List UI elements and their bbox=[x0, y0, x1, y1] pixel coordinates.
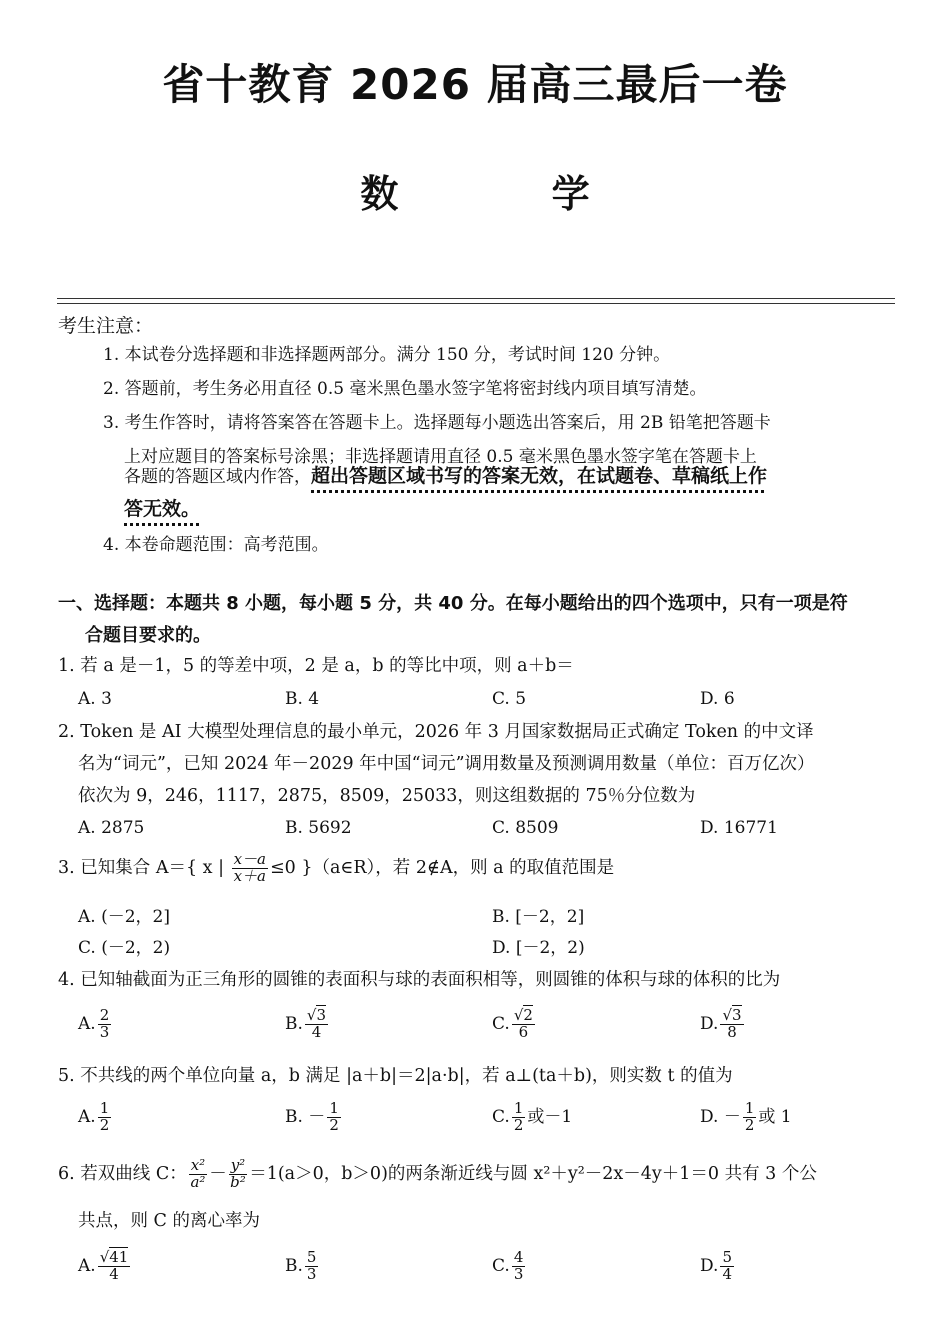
question-5-option-d-num: 1 bbox=[744, 1099, 755, 1118]
question-4-option-d bbox=[700, 1008, 900, 1041]
notice-item-1: 1. 本试卷分选择题和非选择题两部分。满分 150 分，考试时间 120 分钟。 bbox=[103, 345, 671, 365]
question-5-option-b-den: 2 bbox=[329, 1116, 339, 1134]
question-5-option-b bbox=[285, 1101, 485, 1134]
question-4-option-b bbox=[285, 1008, 485, 1041]
question-5-option-d-tail: 或 1 bbox=[758, 1107, 792, 1127]
question-4-option-c-fraction bbox=[512, 1008, 535, 1041]
question-5-option-c-fraction bbox=[512, 1101, 526, 1134]
question-6-frac2-den: b² bbox=[230, 1173, 246, 1191]
question-3-frac-num: x－a bbox=[233, 850, 266, 869]
question-4-option-a-num: 2 bbox=[99, 1006, 110, 1025]
question-6-frac1-num: x² bbox=[190, 1156, 206, 1175]
question-1-option-d: D. 6 bbox=[700, 689, 735, 709]
question-4-option-d-fraction bbox=[720, 1008, 743, 1041]
question-4-option-d-label: D. bbox=[700, 1014, 719, 1034]
notice-item-2: 2. 答题前，考生务必用直径 0.5 毫米黑色墨水签字笔将密封线内项目填写清楚。 bbox=[103, 379, 707, 399]
section-heading-line2: 合题目要求的。 bbox=[85, 625, 211, 646]
question-2-option-a: A. 2875 bbox=[78, 818, 145, 838]
question-4-option-c-label: C. bbox=[492, 1014, 510, 1034]
notice-item-3-cont: 上对应题目的答案标号涂黑；非选择题请用直径 0.5 毫米黑色墨水签字笔在答题卡上 bbox=[124, 447, 757, 467]
question-6-option-c bbox=[492, 1250, 692, 1283]
question-5-option-d-fraction bbox=[743, 1101, 757, 1134]
question-1-option-a: A. 3 bbox=[78, 689, 112, 709]
question-6-option-d-den: 4 bbox=[722, 1265, 732, 1283]
question-5-option-d bbox=[700, 1101, 900, 1134]
question-5-stem: 5. 不共线的两个单位向量 a，b 满足 |a＋b|＝2|a·b|，若 a⊥(ta＋b)，则实数 t 的值为 bbox=[58, 1066, 733, 1086]
question-6-option-b bbox=[285, 1250, 485, 1283]
section-heading-line1: 一、选择题：本题共 8 小题，每小题 5 分，共 40 分。在每小题给出的四个选项中，只有一项是符 bbox=[58, 593, 848, 614]
question-3-option-b: B. [－2，2] bbox=[492, 907, 585, 927]
question-2-option-c: C. 8509 bbox=[492, 818, 559, 838]
question-6-option-b-num: 5 bbox=[306, 1248, 317, 1267]
question-3-set-close: ≤0 } bbox=[269, 858, 313, 878]
question-3-frac-den: x＋a bbox=[233, 867, 266, 885]
notice-item-3: 3. 考生作答时，请将答案答在答题卡上。选择题每小题选出答案后，用 2B 铅笔把答题卡 bbox=[103, 413, 771, 433]
question-6-option-b-label: B. bbox=[285, 1256, 303, 1276]
question-6-minus: － bbox=[209, 1164, 227, 1184]
question-3-pre: 3. 已知集合 A＝ bbox=[58, 858, 186, 878]
question-3-fraction bbox=[232, 852, 268, 885]
notice-emphasis-2: 答无效。 bbox=[124, 498, 201, 520]
question-6-option-c-label: C. bbox=[492, 1256, 510, 1276]
section-heading bbox=[58, 588, 900, 652]
question-4-option-b-fraction bbox=[305, 1008, 328, 1041]
question-5-option-a-num: 1 bbox=[99, 1099, 110, 1118]
question-4-option-a-fraction bbox=[98, 1008, 112, 1041]
exam-title: 省十教育 2026 届高三最后一卷 bbox=[162, 60, 788, 109]
question-5-option-d-label: D. － bbox=[700, 1107, 741, 1127]
question-6-fraction-2 bbox=[229, 1158, 248, 1191]
question-2-option-d: D. 16771 bbox=[700, 818, 778, 838]
question-6-stem bbox=[58, 1158, 900, 1191]
question-5-option-b-label: B. － bbox=[285, 1107, 326, 1127]
question-6-option-d bbox=[700, 1250, 900, 1283]
notice-emphasis-line bbox=[124, 492, 919, 527]
question-5-option-b-num: 1 bbox=[329, 1099, 339, 1118]
question-4-option-b-label: B. bbox=[285, 1014, 303, 1034]
question-6-option-d-fraction bbox=[720, 1250, 734, 1283]
question-5-option-a-label: A. bbox=[78, 1107, 96, 1127]
question-4-option-a-den: 3 bbox=[99, 1023, 110, 1041]
question-2-line2: 名为“词元”，已知 2024 年－2029 年中国“词元”调用数量及预测调用数量（单位：百万亿次） bbox=[78, 754, 815, 774]
question-3-set-open: { x | bbox=[185, 858, 224, 878]
question-3-option-a: A. (－2，2] bbox=[78, 907, 170, 927]
question-4-option-c-radicand: 2 bbox=[523, 1006, 533, 1025]
question-3-stem bbox=[58, 852, 900, 885]
notice-item-4: 4. 本卷命题范围：高考范围。 bbox=[103, 535, 329, 555]
question-6-option-d-num: 5 bbox=[722, 1248, 732, 1267]
question-3-option-c: C. (－2，2) bbox=[78, 938, 171, 958]
question-3-option-d: D. [－2，2) bbox=[492, 938, 585, 958]
question-6-option-c-num: 4 bbox=[513, 1248, 524, 1267]
question-6-post: ＝1(a＞0，b＞0)的两条渐近线与圆 x²＋y²－2x－4y＋1＝0 共有 3 个公 bbox=[249, 1164, 817, 1184]
question-4-stem: 4. 已知轴截面为正三角形的圆锥的表面积与球的表面积相等，则圆锥的体积与球的体积的比为 bbox=[58, 970, 781, 990]
question-6-fraction-1 bbox=[189, 1158, 207, 1191]
question-4-option-a-label: A. bbox=[78, 1014, 96, 1034]
question-1-option-b: B. 4 bbox=[285, 689, 320, 709]
notice-emphasis-1: 超出答题区域书写的答案无效，在试题卷、草稿纸上作 bbox=[311, 465, 768, 487]
question-4-option-b-radicand: 3 bbox=[316, 1006, 327, 1025]
subject-title: 数 学 bbox=[360, 172, 660, 216]
question-5-option-d-den: 2 bbox=[744, 1116, 755, 1134]
question-6-option-d-label: D. bbox=[700, 1256, 719, 1276]
question-6-line2: 共点，则 C 的离心率为 bbox=[78, 1211, 261, 1231]
divider-top bbox=[57, 298, 895, 299]
question-5-option-c bbox=[492, 1101, 692, 1134]
question-6-frac1-den: a² bbox=[190, 1173, 206, 1191]
question-2-option-b: B. 5692 bbox=[285, 818, 352, 838]
question-6-option-a-den: 4 bbox=[109, 1265, 119, 1283]
question-5-option-c-den: 2 bbox=[513, 1116, 524, 1134]
notice-item-3-text: 各题的答题区域内作答， bbox=[124, 467, 311, 487]
question-4-option-d-radicand: 3 bbox=[732, 1006, 742, 1025]
question-6-option-c-den: 3 bbox=[513, 1265, 524, 1283]
question-6-frac2-num: y² bbox=[230, 1156, 246, 1175]
question-4-option-a bbox=[78, 1008, 278, 1041]
question-6-option-a-fraction bbox=[98, 1250, 131, 1283]
question-6-option-a-label: A. bbox=[78, 1256, 96, 1276]
question-5-option-a-den: 2 bbox=[99, 1116, 110, 1134]
question-6-option-b-den: 3 bbox=[306, 1265, 317, 1283]
divider-bottom bbox=[57, 303, 895, 304]
question-5-option-c-num: 1 bbox=[513, 1099, 524, 1118]
question-1-stem: 1. 若 a 是－1，5 的等差中项，2 是 a，b 的等比中项，则 a＋b＝ bbox=[58, 656, 574, 676]
notice-heading: 考生注意： bbox=[58, 315, 154, 337]
question-5-option-a-fraction bbox=[98, 1101, 112, 1134]
question-1-option-c: C. 5 bbox=[492, 689, 527, 709]
question-6-option-c-fraction bbox=[512, 1250, 526, 1283]
question-4-option-b-den: 4 bbox=[311, 1023, 322, 1041]
notice-item-3-cont2 bbox=[124, 459, 899, 494]
question-5-option-c-label: C. bbox=[492, 1107, 510, 1127]
question-6-option-a bbox=[78, 1250, 278, 1283]
question-6-option-b-fraction bbox=[305, 1250, 319, 1283]
question-4-option-c-den: 6 bbox=[518, 1023, 529, 1041]
question-4-option-c bbox=[492, 1008, 692, 1041]
question-5-option-c-tail: 或－1 bbox=[527, 1107, 573, 1127]
question-3-post: （a∈R），若 2∉A，则 a 的取值范围是 bbox=[312, 858, 615, 878]
question-5-option-b-fraction bbox=[327, 1101, 341, 1134]
question-2-line3: 依次为 9，246，1117，2875，8509，25033，则这组数据的 75％分位数为 bbox=[78, 786, 696, 806]
question-6-pre: 6. 若双曲线 C： bbox=[58, 1164, 187, 1184]
question-4-option-d-den: 8 bbox=[727, 1023, 737, 1041]
question-6-option-a-radicand: 41 bbox=[109, 1248, 129, 1267]
question-5-option-a bbox=[78, 1101, 278, 1134]
question-2-line1: 2. Token 是 AI 大模型处理信息的最小单元，2026 年 3 月国家数据局正式确定 Token 的中文译 bbox=[58, 722, 814, 742]
